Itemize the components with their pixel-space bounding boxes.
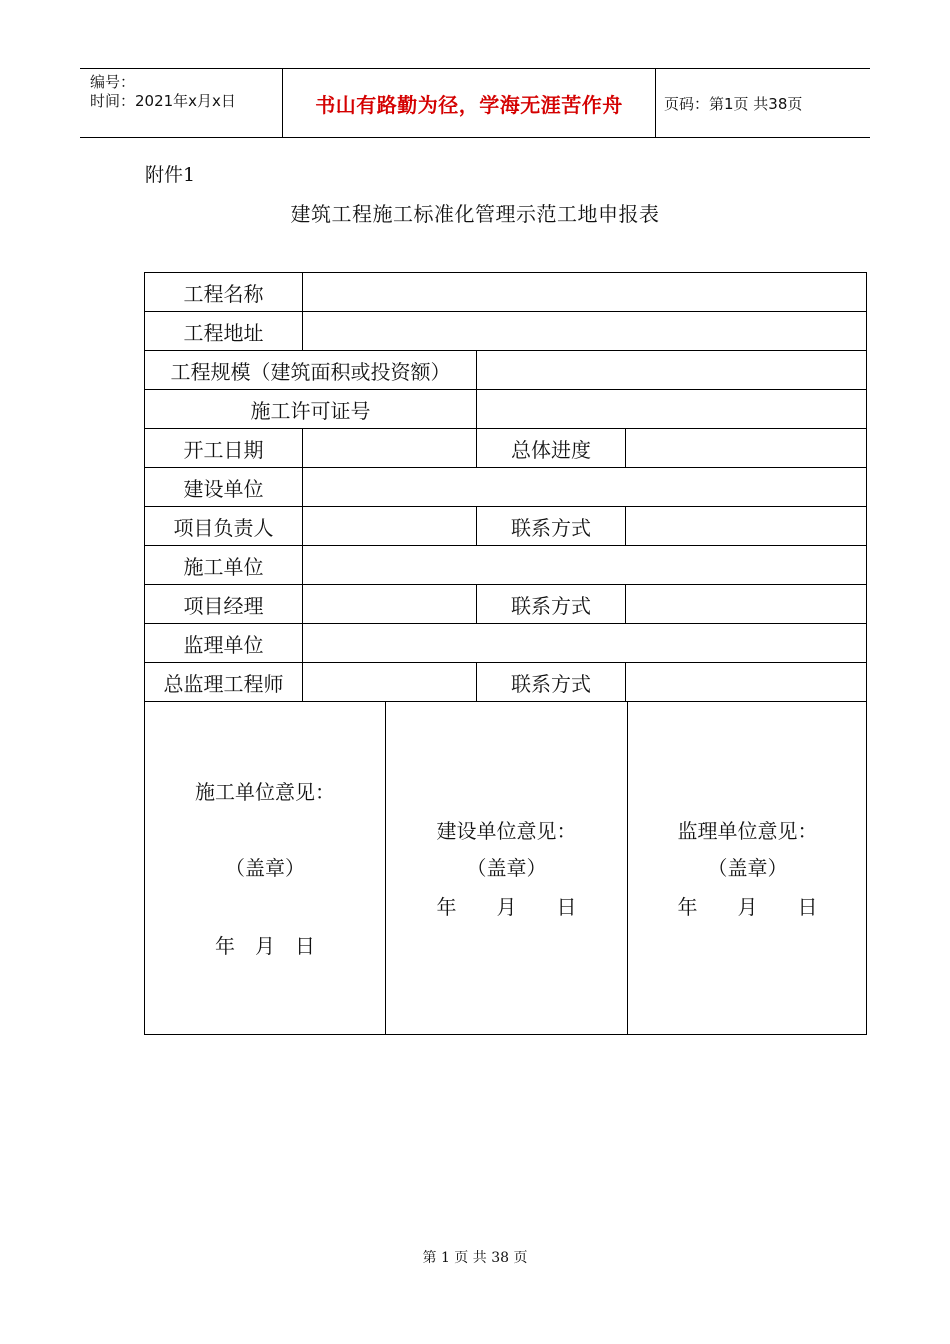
label-supervision-unit: 监理单位 [183, 632, 264, 657]
label-owner-unit: 建设单位 [183, 476, 264, 501]
row-supervision-unit [145, 624, 866, 663]
page-footer: 第 1 页 共 38 页 [422, 1250, 528, 1266]
document-title: 建筑工程施工标准化管理示范工地申报表 [290, 202, 660, 226]
owner-opinion-box[interactable] [385, 702, 627, 1034]
row-owner-unit [145, 468, 866, 507]
owner-opinion-label: 建设单位意见： [436, 819, 577, 843]
label-project-address: 工程地址 [183, 320, 264, 345]
label-contact-3: 联系方式 [476, 663, 625, 701]
label-project-leader: 项目负责人 [173, 515, 274, 540]
construction-opinion-label: 施工单位意见： [195, 780, 335, 804]
label-overall-progress: 总体进度 [476, 429, 625, 467]
header-motto: 书山有路勤为径，学海无涯苦作舟 [282, 69, 656, 137]
label-permit-no: 施工许可证号 [250, 398, 371, 423]
supervision-opinion-box[interactable] [627, 702, 867, 1034]
label-contact-2: 联系方式 [476, 585, 625, 623]
annex-label: 附件1 [145, 164, 196, 186]
label-project-name: 工程名称 [183, 281, 264, 306]
construction-date: 年 月 日 [215, 934, 315, 958]
label-start-date: 开工日期 [183, 437, 264, 462]
page-header [80, 68, 870, 138]
label-project-manager: 项目经理 [183, 593, 264, 618]
label-contact-1: 联系方式 [476, 507, 625, 545]
doc-number-label: 编号： [90, 73, 136, 91]
header-page-info: 页码：第1页 共38页 [664, 94, 803, 113]
field-project-address[interactable] [302, 312, 867, 350]
label-construction-unit: 施工单位 [183, 554, 264, 579]
field-overall-progress[interactable] [625, 429, 867, 467]
row-construction-unit [145, 546, 866, 585]
row-project-scale [145, 351, 866, 390]
opinions-section [145, 702, 866, 1034]
field-project-leader[interactable] [302, 507, 476, 545]
construction-opinion-box[interactable] [145, 702, 385, 1034]
field-start-date[interactable] [302, 429, 476, 467]
field-project-manager[interactable] [302, 585, 476, 623]
row-permit-no [145, 390, 866, 429]
row-project-leader [145, 507, 866, 546]
construction-seal: （盖章） [225, 856, 305, 880]
row-project-name [145, 273, 866, 312]
header-meta [80, 69, 282, 137]
supervision-opinion-label: 监理单位意见： [677, 819, 818, 843]
row-chief-supervisor [145, 663, 866, 702]
field-supervision-unit[interactable] [302, 624, 867, 662]
owner-seal: （盖章） [466, 856, 547, 880]
field-permit-no[interactable] [476, 390, 867, 428]
doc-time-label: 时间：2021年x月x日 [90, 92, 236, 110]
field-contact-1[interactable] [625, 507, 867, 545]
row-project-manager [145, 585, 866, 624]
field-owner-unit[interactable] [302, 468, 867, 506]
field-contact-2[interactable] [625, 585, 867, 623]
field-chief-supervisor[interactable] [302, 663, 476, 701]
label-project-scale: 工程规模（建筑面积或投资额） [170, 359, 451, 384]
field-project-scale[interactable] [476, 351, 867, 389]
application-form [144, 272, 867, 1035]
field-contact-3[interactable] [625, 663, 867, 701]
row-start-date [145, 429, 866, 468]
label-chief-supervisor: 总监理工程师 [163, 671, 284, 696]
supervision-date: 年 月 日 [677, 895, 818, 919]
field-construction-unit[interactable] [302, 546, 867, 584]
owner-date: 年 月 日 [436, 895, 577, 919]
supervision-seal: （盖章） [707, 856, 788, 880]
row-project-address [145, 312, 866, 351]
field-project-name[interactable] [302, 273, 867, 311]
